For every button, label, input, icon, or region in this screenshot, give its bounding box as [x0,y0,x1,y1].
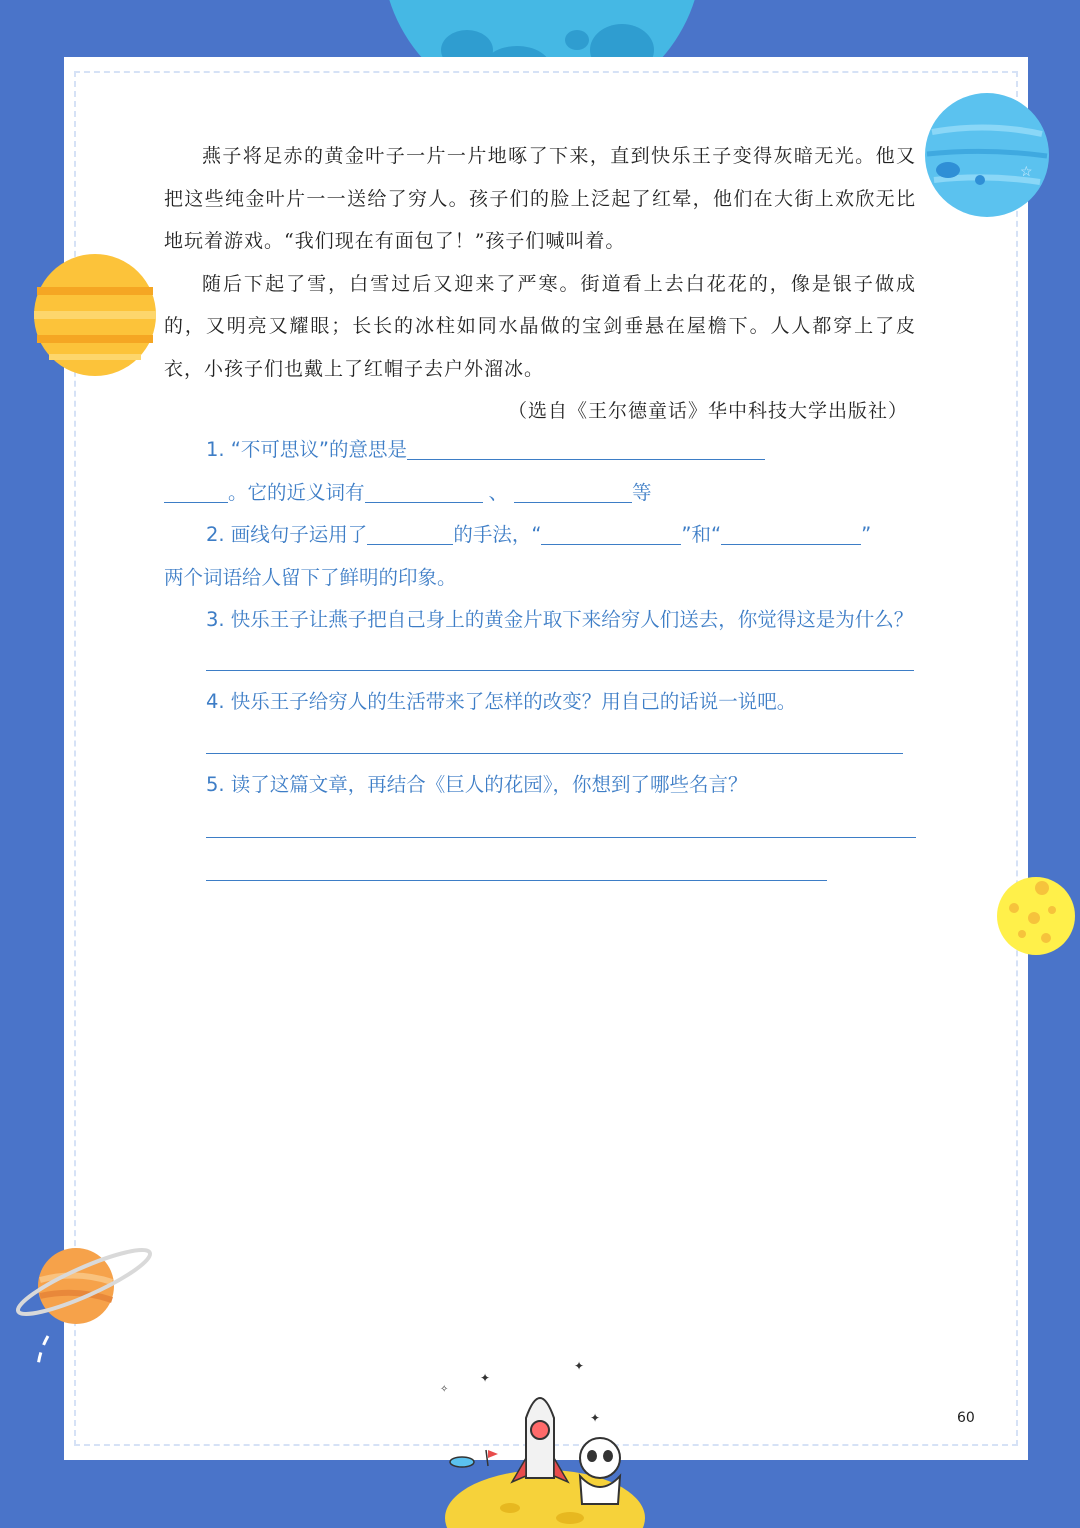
question-1-text-c: 等 [632,480,652,504]
blue-planet-icon [924,92,1050,218]
question-2-blank-word-2[interactable] [721,518,861,545]
question-2-text-b: 的手法，“ [453,523,542,546]
question-2-text-c: ”和“ [681,523,722,546]
question-2-continued: 两个词语给人留下了鲜明的印象。 [164,565,457,589]
svg-text:✦: ✦ [574,1359,585,1373]
question-5-answer-line-1[interactable] [206,837,916,838]
question-4-text: 4. 快乐王子给穷人的生活带来了怎样的改变？用自己的话说一说吧。 [206,689,797,713]
question-1-blank-meaning[interactable] [407,433,765,460]
worksheet-page [64,57,1028,1460]
svg-text:✧: ✧ [440,1384,449,1395]
orange-planet-icon [33,253,157,377]
question-4-answer-line[interactable] [206,753,903,754]
question-1-continued [164,472,916,515]
question-1 [164,429,916,472]
ringed-planet-icon [8,1240,158,1370]
question-1-text-b: 。它的近义词有 [228,480,365,504]
question-1-blank-synonym-1[interactable] [365,476,483,503]
passage-paragraph-1: 燕子将足赤的黄金叶子一片一片地啄了下来，直到快乐王子变得灰暗无光。他又把这些纯金叶片一一送给了穷人。孩子们的脸上泛起了红晕，他们在大街上欢欣无比地玩着游戏。“我们现在有面包了！”孩子们喊叫着。 [164,145,916,252]
question-3: 3. 快乐王子让燕子把自己身上的黄金片取下来给穷人们送去，你觉得这是为什么？ [206,608,914,631]
reading-passage [164,135,916,433]
astronaut-rocket-icon [440,1358,650,1528]
question-1-blank-synonym-2[interactable] [514,476,632,503]
svg-text:✦: ✦ [590,1411,601,1425]
question-2-text-d: ” [861,523,872,546]
question-1-separator: 、 [488,480,509,504]
question-3-answer-line[interactable] [206,670,914,671]
question-5-text: 5. 读了这篇文章，再结合《巨人的花园》，你想到了哪些名言？ [206,773,748,796]
passage-paragraph-2: 随后下起了雪，白雪过后又迎来了严寒。街道看上去白花花的，像是银子做成的，又明亮又耀眼；长长的冰柱如同水晶做的宝剑垂悬在屋檐下。人人都穿上了皮衣，小孩子们也戴上了红帽子去户外溜冰。 [164,272,916,380]
question-2 [164,514,916,557]
page-number: 60 [957,1410,975,1426]
question-4 [164,681,916,724]
yellow-moon-icon [996,876,1076,956]
svg-text:☆: ☆ [1020,164,1033,180]
question-1-blank-meaning-cont[interactable] [164,476,228,503]
question-1-text-a: 1. “不可思议”的意思是 [206,438,408,461]
question-2-blank-word-1[interactable] [541,518,681,545]
question-5 [164,764,916,807]
question-2-blank-technique[interactable] [367,518,453,545]
svg-text:✦: ✦ [480,1371,491,1385]
question-5-answer-line-2[interactable] [206,880,827,881]
passage-source: （选自《王尔德童话》华中科技大学出版社） [507,400,908,422]
question-2-text-a: 2. 画线句子运用了 [206,523,368,546]
questions-section [164,429,916,881]
